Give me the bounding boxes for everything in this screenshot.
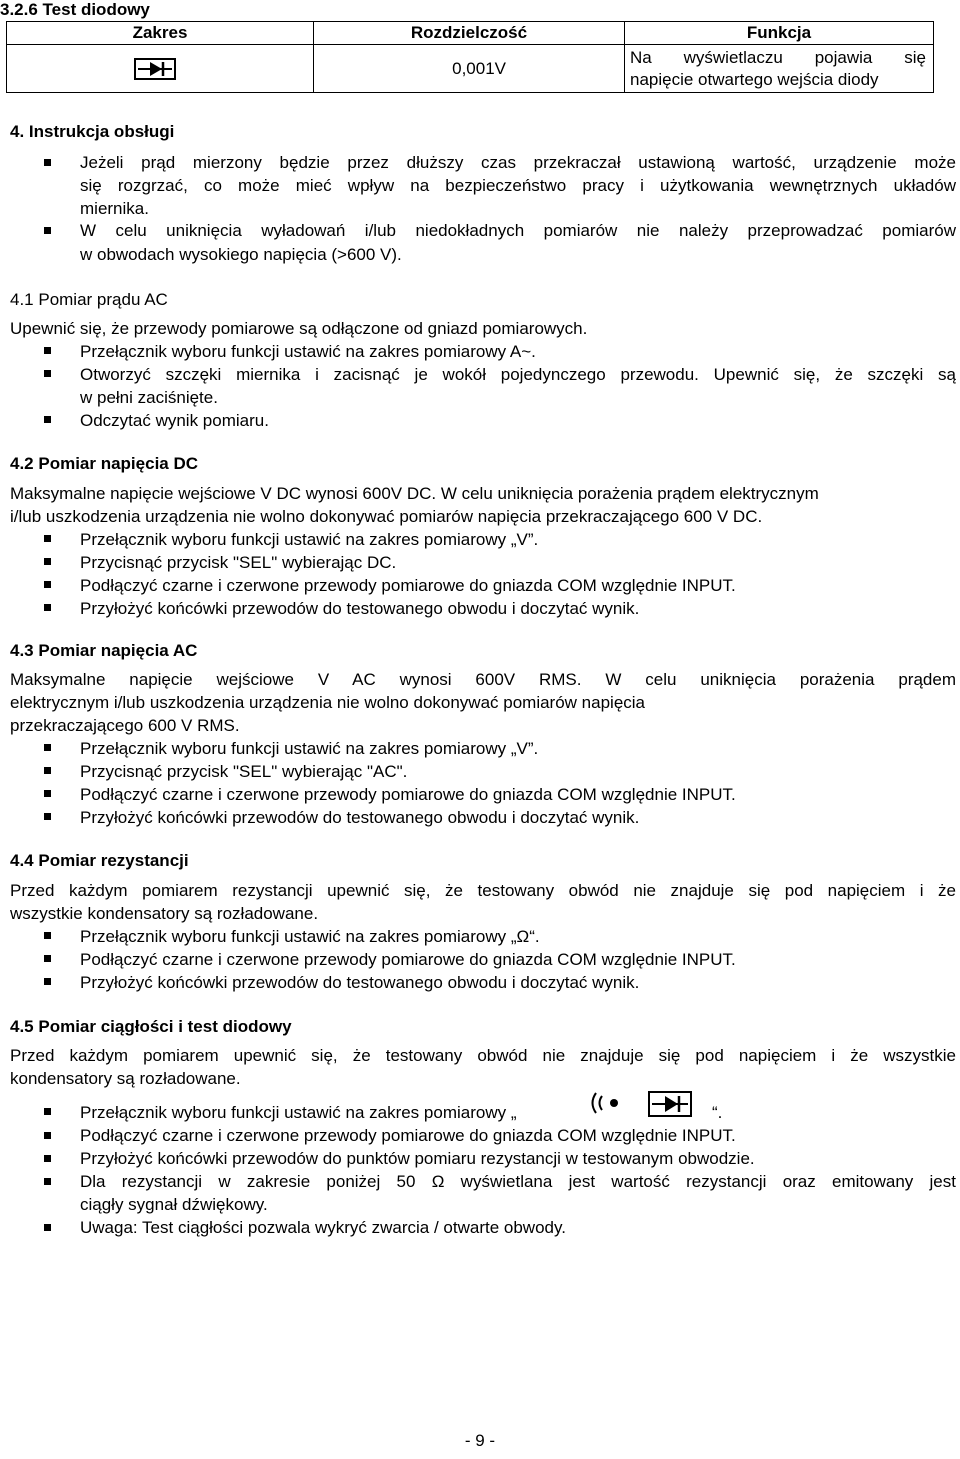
paragraph-line: miernika. bbox=[80, 199, 149, 218]
bullet-marker bbox=[44, 1224, 51, 1231]
section-44-title: 4.4 Pomiar rezystancji bbox=[10, 851, 189, 870]
paragraph-line: wszystkie kondensatory są rozładowane. bbox=[10, 904, 319, 923]
table-header: Zakres bbox=[7, 22, 314, 45]
bullet-marker bbox=[44, 227, 51, 234]
bullet-marker bbox=[44, 581, 51, 588]
list-item: Uwaga: Test ciągłości pozwala wykryć zwarcia / otwarte obwody. bbox=[80, 1218, 566, 1237]
list-item: Dla rezystancji w zakresie poniżej 50 Ω wyświetlana jest wartość rezystancji oraz emitowany jest bbox=[80, 1172, 956, 1191]
list-item: Odczytać wynik pomiaru. bbox=[80, 411, 269, 430]
list-item: Przyłożyć końcówki przewodów do punktów pomiaru rezystancji w testowanym obwodzie. bbox=[80, 1149, 755, 1168]
range-cell bbox=[7, 45, 314, 93]
paragraph-line: kondensatory są rozładowane. bbox=[10, 1069, 241, 1088]
list-item: ciągły sygnał dźwiękowy. bbox=[80, 1195, 268, 1214]
list-item: Przyłożyć końcówki przewodów do testowanego obwodu i doczytać wynik. bbox=[80, 808, 640, 827]
list-item: Przyłożyć końcówki przewodów do testowanego obwodu i doczytać wynik. bbox=[80, 599, 640, 618]
bullet-marker bbox=[44, 767, 51, 774]
paragraph-line: elektrycznym i/lub uszkodzenia urządzenia nie wolno dokonywać pomiarów napięcia bbox=[10, 693, 646, 712]
bullet-marker bbox=[44, 978, 51, 985]
bullet-marker bbox=[44, 416, 51, 423]
bullet-marker bbox=[44, 1132, 51, 1139]
section-4-title: 4. Instrukcja obsługi bbox=[10, 122, 175, 141]
table-header: Funkcja bbox=[625, 22, 934, 45]
section-45-title: 4.5 Pomiar ciągłości i test diodowy bbox=[10, 1017, 292, 1036]
list-item: Podłączyć czarne i czerwone przewody pomiarowe do gniazda COM względnie INPUT. bbox=[80, 950, 736, 969]
bullet-marker bbox=[44, 370, 51, 377]
section-41-title: 4.1 Pomiar prądu AC bbox=[10, 290, 168, 309]
function-line: napięcie otwartego wejścia diody bbox=[630, 69, 879, 89]
section-43-title: 4.3 Pomiar napięcia AC bbox=[10, 641, 198, 660]
bullet-marker bbox=[44, 955, 51, 962]
bullet-marker bbox=[44, 1178, 51, 1185]
section-42-title: 4.2 Pomiar napięcia DC bbox=[10, 454, 199, 473]
list-item: Przełącznik wyboru funkcji ustawić na zakres pomiarowy „V”. bbox=[80, 739, 539, 758]
bullet-marker bbox=[44, 347, 51, 354]
resolution-cell: 0,001V bbox=[314, 45, 625, 93]
list-item: Podłączyć czarne i czerwone przewody pomiarowe do gniazda COM względnie INPUT. bbox=[80, 576, 736, 595]
bullet-marker bbox=[44, 790, 51, 797]
list-item: Przełącznik wyboru funkcji ustawić na zakres pomiarowy „ bbox=[80, 1103, 517, 1122]
page-number: - 9 - bbox=[464, 1431, 496, 1450]
table-row bbox=[7, 45, 934, 93]
function-line: Na wyświetlaczu pojawia się bbox=[630, 47, 926, 67]
bullet-marker bbox=[44, 813, 51, 820]
bullet-marker bbox=[44, 744, 51, 751]
paragraph-line: Maksymalne napięcie wejściowe V AC wynosi 600V RMS. W celu uniknięcia porażenia prądem bbox=[10, 670, 956, 689]
paragraph-line: Upewnić się, że przewody pomiarowe są odłączone od gniazd pomiarowych. bbox=[10, 319, 588, 338]
paragraph-line: Przed każdym pomiarem upewnić się, że testowany obwód nie znajduje się pod napięciem i że wszystkie bbox=[10, 1046, 956, 1065]
list-item: Otworzyć szczęki miernika i zacisnąć je wokół pojedynczego przewodu. Upewnić się, że szczęki są bbox=[80, 365, 956, 384]
diode-test-table bbox=[6, 21, 934, 93]
list-item-suffix: “. bbox=[712, 1103, 723, 1122]
diode-icon bbox=[648, 1091, 692, 1117]
bullet-marker bbox=[44, 604, 51, 611]
bullet-marker bbox=[44, 1108, 51, 1115]
list-item: Przełącznik wyboru funkcji ustawić na zakres pomiarowy „V”. bbox=[80, 530, 539, 549]
list-item: Przyłożyć końcówki przewodów do testowanego obwodu i doczytać wynik. bbox=[80, 973, 640, 992]
list-item: Podłączyć czarne i czerwone przewody pomiarowe do gniazda COM względnie INPUT. bbox=[80, 1126, 736, 1145]
bullet-marker bbox=[44, 159, 51, 166]
paragraph-line: Przed każdym pomiarem rezystancji upewnić się, że testowany obwód nie znajduje się pod napięciem i że bbox=[10, 881, 956, 900]
paragraph-line: się rozgrzać, co może mieć wpływ na bezpieczeństwo pracy i użytkowania wewnętrznych układów bbox=[80, 176, 956, 195]
bullet-marker bbox=[44, 1155, 51, 1162]
list-item: Podłączyć czarne i czerwone przewody pomiarowe do gniazda COM względnie INPUT. bbox=[80, 785, 736, 804]
paragraph-line: i/lub uszkodzenia urządzenia nie wolno dokonywać pomiarów napięcia przekraczającego 600 V DC. bbox=[10, 507, 763, 526]
paragraph-line: w obwodach wysokiego napięcia (>600 V). bbox=[80, 245, 402, 264]
continuity-sound-icon bbox=[586, 1090, 626, 1116]
paragraph-line: przekraczającego 600 V RMS. bbox=[10, 716, 240, 735]
table-header: Rozdzielczość bbox=[314, 22, 625, 45]
paragraph-line: Maksymalne napięcie wejściowe V DC wynosi 600V DC. W celu uniknięcia porażenia prądem elektrycznym bbox=[10, 484, 819, 503]
function-cell bbox=[625, 45, 934, 93]
list-item: Przełącznik wyboru funkcji ustawić na zakres pomiarowy „Ω“. bbox=[80, 927, 540, 946]
list-item: Przycisnąć przycisk "SEL" wybierając "AC". bbox=[80, 762, 408, 781]
bullet-marker bbox=[44, 932, 51, 939]
bullet-marker bbox=[44, 558, 51, 565]
paragraph-line: W celu uniknięcia wyładowań i/lub niedokładnych pomiarów nie należy przeprowadzać pomiarów bbox=[80, 221, 956, 240]
list-item: Przycisnąć przycisk "SEL" wybierając DC. bbox=[80, 553, 397, 572]
section-326-title: 3.2.6 Test diodowy bbox=[0, 0, 150, 19]
bullet-marker bbox=[44, 535, 51, 542]
paragraph-line: Jeżeli prąd mierzony będzie przez dłuższy czas przekraczał ustawioną wartość, urządzenie może bbox=[80, 153, 956, 172]
list-item: Przełącznik wyboru funkcji ustawić na zakres pomiarowy A~. bbox=[80, 342, 536, 361]
list-item: w pełni zaciśnięte. bbox=[80, 388, 218, 407]
diode-icon bbox=[134, 58, 176, 80]
table-header-row bbox=[7, 22, 934, 45]
